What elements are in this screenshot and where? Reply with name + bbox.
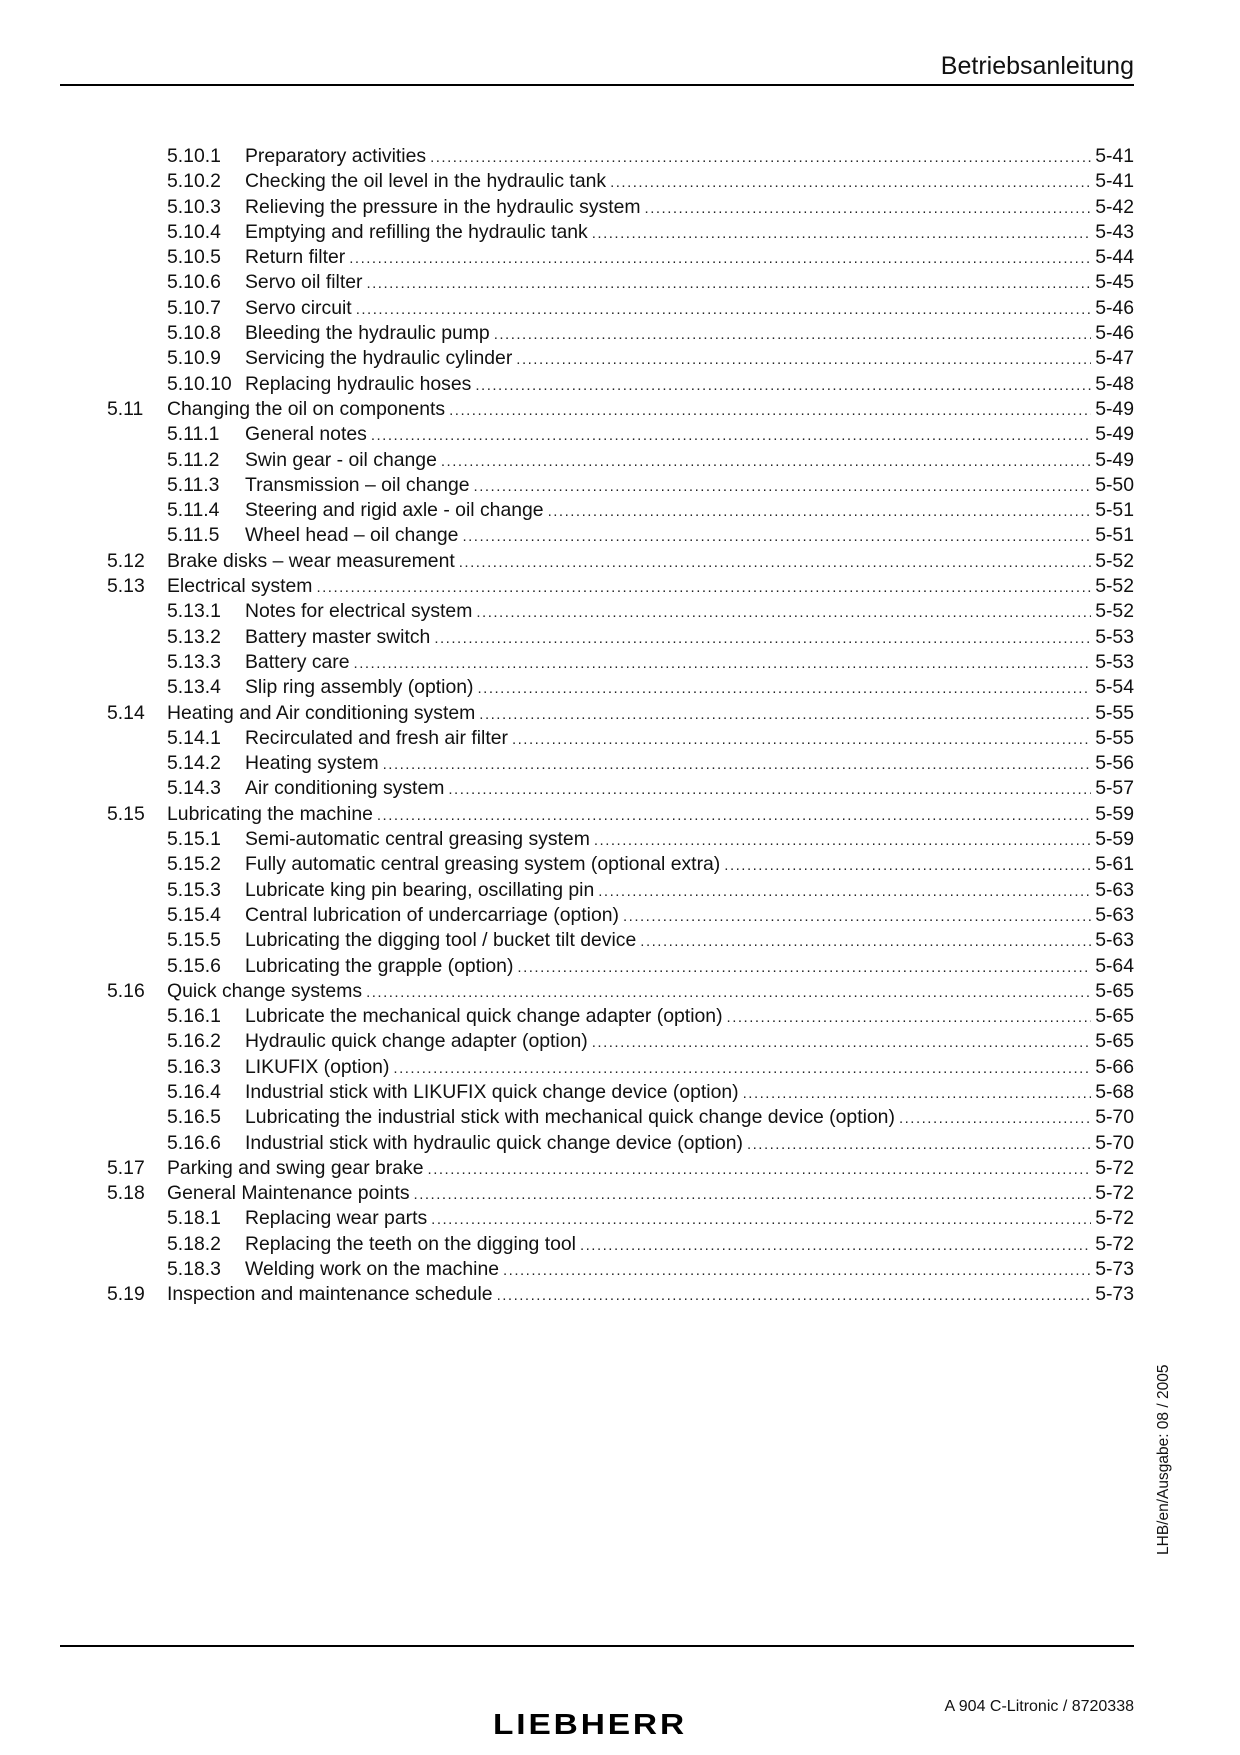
toc-entry[interactable] — [60, 675, 1134, 700]
toc-entry-title: Relieving the pressure in the hydraulic system — [245, 195, 645, 220]
toc-entry-title: General notes — [245, 422, 371, 447]
toc-entry[interactable] — [60, 169, 1134, 194]
dot-leader — [747, 1132, 1091, 1157]
toc-entry-title: Heating system — [245, 751, 383, 776]
toc-entry-line — [245, 448, 1134, 474]
toc-entry-title: Battery master switch — [245, 625, 434, 650]
toc-entry-line — [245, 928, 1134, 954]
dot-leader — [431, 1207, 1091, 1232]
toc-entry[interactable] — [60, 599, 1134, 624]
toc-entry-number: 5.10.4 — [167, 220, 221, 243]
toc-entry-line — [245, 498, 1134, 524]
toc-entry-title: Industrial stick with hydraulic quick change device (option) — [245, 1131, 747, 1156]
toc-entry[interactable] — [60, 422, 1134, 447]
toc-entry-number: 5.10.5 — [167, 246, 221, 269]
toc-entry-line — [245, 1029, 1134, 1055]
toc-entry-title: Swin gear - oil change — [245, 448, 441, 473]
dot-leader — [594, 828, 1091, 853]
toc-entry-number: 5.16.2 — [167, 1030, 221, 1053]
dot-leader — [724, 853, 1091, 878]
toc-entry-number: 5.10.1 — [167, 145, 221, 167]
toc-entry[interactable] — [60, 574, 1134, 599]
toc-entry-line — [245, 903, 1134, 929]
toc-entry-page: 5-54 — [1091, 675, 1134, 700]
toc-entry-line — [245, 270, 1134, 296]
toc-entry-title: Servicing the hydraulic cylinder — [245, 346, 516, 371]
toc-entry-page: 5-68 — [1091, 1080, 1134, 1105]
toc-entry-page: 5-59 — [1091, 827, 1134, 852]
toc-entry-title: Air conditioning system — [245, 776, 448, 801]
toc-entry[interactable] — [60, 397, 1134, 422]
toc-entry-number: 5.15.5 — [167, 929, 221, 952]
toc-entry-title: Inspection and maintenance schedule — [167, 1282, 497, 1307]
toc-entry-line — [245, 1131, 1134, 1157]
toc-entry-number: 5.13.4 — [167, 676, 221, 699]
toc-entry-number: 5.11.2 — [167, 448, 220, 471]
toc-entry[interactable] — [60, 473, 1134, 498]
toc-entry-page: 5-50 — [1091, 473, 1134, 498]
toc-entry-page: 5-65 — [1091, 979, 1134, 1004]
dot-leader — [727, 1005, 1092, 1030]
toc-entry-line — [245, 245, 1134, 271]
toc-entry-page: 5-43 — [1091, 220, 1134, 245]
toc-entry-page: 5-59 — [1091, 802, 1134, 827]
toc-entry-line — [245, 599, 1134, 625]
dot-leader — [580, 1233, 1091, 1258]
dot-leader — [414, 1182, 1092, 1207]
dot-leader — [428, 1157, 1092, 1182]
toc-entry[interactable] — [60, 296, 1134, 321]
toc-entry-number: 5.11.5 — [167, 524, 220, 547]
toc-entry-number: 5.10.6 — [167, 271, 221, 294]
toc-entry-page: 5-55 — [1091, 726, 1134, 751]
toc-entry-number: 5.15.6 — [167, 954, 221, 977]
dot-leader — [592, 1030, 1091, 1055]
toc-entry-number: 5.10.7 — [167, 296, 221, 319]
toc-entry-page: 5-42 — [1091, 195, 1134, 220]
dot-leader — [474, 474, 1092, 499]
toc-entry-number: 5.18.1 — [167, 1207, 221, 1230]
dot-leader — [516, 347, 1091, 372]
toc-entry[interactable] — [60, 726, 1134, 751]
toc-entry-line — [245, 372, 1134, 398]
toc-entry-title: Battery care — [245, 650, 354, 675]
toc-entry-title: Welding work on the machine — [245, 1257, 503, 1282]
toc-entry-line — [245, 751, 1134, 777]
toc-entry[interactable] — [60, 270, 1134, 295]
toc-entry-line — [245, 650, 1134, 676]
toc-entry-title: Notes for electrical system — [245, 599, 476, 624]
toc-entry-page: 5-47 — [1091, 346, 1134, 371]
toc-entry-page: 5-44 — [1091, 245, 1134, 270]
toc-entry-number: 5.16.1 — [167, 1005, 221, 1028]
toc-entry-page: 5-46 — [1091, 321, 1134, 346]
toc-entry[interactable] — [60, 625, 1134, 650]
toc-entry-number: 5.17 — [107, 1156, 145, 1179]
toc-entry-title: Central lubrication of undercarriage (option) — [245, 903, 623, 928]
toc-entry[interactable] — [60, 878, 1134, 903]
dot-leader — [623, 904, 1091, 929]
toc-entry[interactable] — [60, 776, 1134, 801]
toc-entry-line — [245, 1257, 1134, 1283]
dot-leader — [448, 777, 1091, 802]
toc-entry-title: Changing the oil on components — [167, 397, 449, 422]
toc-entry-title: Emptying and refilling the hydraulic tank — [245, 220, 592, 245]
toc-entry-page: 5-57 — [1091, 776, 1134, 801]
dot-leader — [354, 651, 1092, 676]
toc-entry[interactable] — [60, 1080, 1134, 1105]
toc-entry-page: 5-66 — [1091, 1055, 1134, 1080]
toc-entry-title: Lubricate the mechanical quick change adapter (option) — [245, 1004, 727, 1029]
toc-entry-page: 5-73 — [1091, 1257, 1134, 1282]
dot-leader — [430, 145, 1091, 170]
toc-entry-title: Heating and Air conditioning system — [167, 701, 479, 726]
toc-entry[interactable] — [60, 498, 1134, 523]
toc-entry-number: 5.19 — [107, 1283, 145, 1306]
toc-entry-title: Preparatory activities — [245, 144, 430, 169]
dot-leader — [356, 297, 1092, 322]
toc-entry-line — [245, 144, 1134, 170]
toc-entry-page: 5-72 — [1091, 1232, 1134, 1257]
dot-leader — [899, 1106, 1091, 1131]
toc-entry-line — [245, 346, 1134, 372]
toc-entry-page: 5-72 — [1091, 1206, 1134, 1231]
logo-wordmark: LIEBHERR — [493, 1709, 687, 1739]
toc-entry-number: 5.15 — [107, 802, 145, 825]
toc-entry-page: 5-56 — [1091, 751, 1134, 776]
toc-entry-number: 5.13.3 — [167, 650, 221, 673]
toc-entry-page: 5-72 — [1091, 1156, 1134, 1181]
toc-entry-line — [245, 220, 1134, 246]
toc-entry[interactable] — [60, 245, 1134, 270]
toc-entry-line — [167, 979, 1134, 1005]
toc-entry-line — [245, 625, 1134, 651]
dot-leader — [497, 1283, 1092, 1308]
toc-entry-page: 5-49 — [1091, 422, 1134, 447]
toc-entry-title: Return filter — [245, 245, 349, 270]
dot-leader — [371, 423, 1091, 448]
toc-entry[interactable] — [60, 650, 1134, 675]
toc-entry-page: 5-55 — [1091, 701, 1134, 726]
toc-entry-title: Bleeding the hydraulic pump — [245, 321, 494, 346]
toc-entry[interactable] — [60, 1004, 1134, 1029]
toc-entry-line — [245, 852, 1134, 878]
toc-entry-line — [167, 397, 1134, 423]
toc-entry-number: 5.15.4 — [167, 903, 221, 926]
toc-entry-line — [245, 675, 1134, 701]
toc-entry-number: 5.12 — [107, 549, 145, 572]
dot-leader — [462, 524, 1091, 549]
toc-entry-title: Lubricating the grapple (option) — [245, 954, 517, 979]
toc-entry-page: 5-51 — [1091, 498, 1134, 523]
toc-entry-title: LIKUFIX (option) — [245, 1055, 393, 1080]
toc-entry-page: 5-70 — [1091, 1131, 1134, 1156]
toc-entry-page: 5-63 — [1091, 878, 1134, 903]
toc-entry-line — [167, 574, 1134, 600]
toc-entry-page: 5-52 — [1091, 549, 1134, 574]
toc-entry-number: 5.15.3 — [167, 878, 221, 901]
toc-entry[interactable] — [60, 701, 1134, 726]
toc-entry-page: 5-53 — [1091, 650, 1134, 675]
toc-entry-page: 5-52 — [1091, 599, 1134, 624]
toc-entry[interactable] — [60, 195, 1134, 220]
toc-entry-line — [167, 701, 1134, 727]
toc-entry-page: 5-63 — [1091, 928, 1134, 953]
toc-entry-number: 5.16.3 — [167, 1055, 221, 1078]
toc-entry-page: 5-49 — [1091, 448, 1134, 473]
dot-leader — [512, 727, 1091, 752]
toc-entry-title: Slip ring assembly (option) — [245, 675, 477, 700]
dot-leader — [548, 499, 1092, 524]
document-number: A 904 C-Litronic / 8720338 — [944, 1698, 1134, 1715]
toc-entry-page: 5-41 — [1091, 144, 1134, 169]
dot-leader — [366, 980, 1091, 1005]
toc-entry-number: 5.13.2 — [167, 625, 221, 648]
toc-entry-number: 5.10.10 — [167, 372, 232, 395]
toc-entry-number: 5.18.2 — [167, 1232, 221, 1255]
dot-leader — [366, 271, 1091, 296]
toc-entry-line — [245, 954, 1134, 980]
dot-leader — [645, 196, 1092, 221]
dot-leader — [316, 575, 1091, 600]
toc-entry-page: 5-63 — [1091, 903, 1134, 928]
toc-entry[interactable] — [60, 827, 1134, 852]
toc-entry-title: Electrical system — [167, 574, 316, 599]
toc-entry-number: 5.13 — [107, 575, 145, 598]
toc-entry[interactable] — [60, 1232, 1134, 1257]
toc-entry[interactable] — [60, 954, 1134, 979]
toc-entry-number: 5.10.8 — [167, 322, 221, 345]
toc-entry-title: Lubricating the industrial stick with mechanical quick change device (option) — [245, 1105, 899, 1130]
toc-entry-line — [167, 1181, 1134, 1207]
dot-leader — [610, 170, 1091, 195]
toc-entry-number: 5.16.4 — [167, 1080, 221, 1103]
toc-entry-line — [245, 878, 1134, 904]
dot-leader — [377, 803, 1091, 828]
toc-entry-title: Semi-automatic central greasing system — [245, 827, 594, 852]
liebherr-logo — [490, 1709, 690, 1739]
toc-entry-number: 5.18 — [107, 1182, 145, 1205]
toc-entry[interactable] — [60, 1257, 1134, 1282]
toc-entry-number: 5.16.5 — [167, 1106, 221, 1129]
toc-entry-page: 5-45 — [1091, 270, 1134, 295]
toc-entry-title: Parking and swing gear brake — [167, 1156, 428, 1181]
toc-entry[interactable] — [60, 523, 1134, 548]
toc-entry-title: Checking the oil level in the hydraulic tank — [245, 169, 610, 194]
toc-entry-number: 5.16.6 — [167, 1131, 221, 1154]
dot-leader — [459, 550, 1091, 575]
toc-entry-page: 5-51 — [1091, 523, 1134, 548]
toc-entry[interactable] — [60, 1029, 1134, 1054]
toc-entry-page: 5-53 — [1091, 625, 1134, 650]
dot-leader — [475, 373, 1091, 398]
toc-entry-number: 5.16 — [107, 979, 145, 1002]
toc-entry-line — [167, 1156, 1134, 1182]
toc-entry-title: Quick change systems — [167, 979, 366, 1004]
toc-entry-title: Replacing hydraulic hoses — [245, 372, 475, 397]
toc-entry-page: 5-52 — [1091, 574, 1134, 599]
toc-entry[interactable] — [60, 448, 1134, 473]
dot-leader — [743, 1081, 1092, 1106]
toc-entry[interactable] — [60, 1282, 1134, 1307]
edition-note: LHB/en/Ausgabe: 08 / 2005 — [1155, 1364, 1172, 1555]
dot-leader — [592, 221, 1091, 246]
toc-entry-title: Transmission – oil change — [245, 473, 474, 498]
toc-entry-line — [245, 1080, 1134, 1106]
toc-entry-number: 5.10.2 — [167, 170, 221, 193]
dot-leader — [434, 626, 1091, 651]
dot-leader — [393, 1056, 1091, 1081]
toc-entry-title: Servo oil filter — [245, 270, 366, 295]
toc-entry-title: Fully automatic central greasing system (optional extra) — [245, 852, 724, 877]
toc-entry-number: 5.10.9 — [167, 347, 221, 370]
dot-leader — [494, 322, 1091, 347]
toc-entry-line — [167, 1282, 1134, 1308]
toc-entry[interactable] — [60, 903, 1134, 928]
dot-leader — [349, 246, 1091, 271]
toc-entry-number: 5.14 — [107, 701, 145, 724]
toc-entry[interactable] — [60, 1131, 1134, 1156]
toc-entry-line — [245, 1206, 1134, 1232]
toc-entry-number: 5.14.1 — [167, 726, 221, 749]
header-rule — [60, 84, 1134, 86]
toc-entry-number: 5.11 — [107, 397, 144, 420]
toc-entry-page: 5-73 — [1091, 1282, 1134, 1307]
toc-entry-line — [245, 296, 1134, 322]
toc-entry[interactable] — [60, 1181, 1134, 1206]
toc-entry[interactable] — [60, 549, 1134, 574]
toc-entry-line — [245, 1055, 1134, 1081]
toc-entry-number: 5.11.4 — [167, 499, 220, 522]
toc-entry-title: Servo circuit — [245, 296, 356, 321]
toc-entry-number: 5.11.1 — [167, 423, 220, 446]
toc-entry-title: Steering and rigid axle - oil change — [245, 498, 548, 523]
toc-entry[interactable] — [60, 852, 1134, 877]
dot-leader — [598, 879, 1091, 904]
toc-entry-line — [245, 195, 1134, 221]
dot-leader — [477, 676, 1091, 701]
toc-entry-title: Lubricating the digging tool / bucket tilt device — [245, 928, 640, 953]
toc-entry-page: 5-46 — [1091, 296, 1134, 321]
toc-entry-title: Lubricating the machine — [167, 802, 377, 827]
toc-entry[interactable] — [60, 346, 1134, 371]
toc-entry-page: 5-65 — [1091, 1029, 1134, 1054]
dot-leader — [503, 1258, 1091, 1283]
dot-leader — [441, 449, 1091, 474]
toc-entry-line — [245, 321, 1134, 347]
toc-entry-page: 5-49 — [1091, 397, 1134, 422]
toc-entry-line — [245, 1232, 1134, 1258]
toc-entry[interactable] — [60, 220, 1134, 245]
dot-leader — [640, 929, 1091, 954]
toc-entry[interactable] — [60, 1206, 1134, 1231]
toc-entry-page: 5-65 — [1091, 1004, 1134, 1029]
toc-entry-title: Lubricate king pin bearing, oscillating pin — [245, 878, 598, 903]
toc-entry-line — [245, 1105, 1134, 1131]
toc-entry-line — [167, 802, 1134, 828]
page-header-title: Betriebsanleitung — [940, 52, 1134, 80]
toc-entry-line — [245, 1004, 1134, 1030]
toc-entry-number: 5.15.1 — [167, 828, 221, 851]
dot-leader — [476, 600, 1091, 625]
dot-leader — [479, 702, 1091, 727]
toc-entry-number: 5.14.3 — [167, 777, 221, 800]
toc-entry-title: General Maintenance points — [167, 1181, 414, 1206]
toc-entry-page: 5-61 — [1091, 852, 1134, 877]
toc-entry-line — [167, 549, 1134, 575]
toc-entry-line — [245, 827, 1134, 853]
toc-entry-number: 5.18.3 — [167, 1258, 221, 1281]
toc-entry-number: 5.13.1 — [167, 600, 221, 623]
toc-entry-page: 5-72 — [1091, 1181, 1134, 1206]
toc-entry[interactable] — [60, 321, 1134, 346]
toc-entry-page: 5-64 — [1091, 954, 1134, 979]
toc-entry-title: Brake disks – wear measurement — [167, 549, 459, 574]
table-of-contents — [60, 144, 1134, 1308]
toc-entry-title: Recirculated and fresh air filter — [245, 726, 512, 751]
toc-entry-number: 5.14.2 — [167, 752, 221, 775]
toc-entry-title: Replacing wear parts — [245, 1206, 431, 1231]
toc-entry[interactable] — [60, 1105, 1134, 1130]
toc-entry[interactable] — [60, 802, 1134, 827]
toc-entry-page: 5-70 — [1091, 1105, 1134, 1130]
toc-entry-line — [245, 473, 1134, 499]
toc-entry[interactable] — [60, 144, 1134, 169]
toc-entry-title: Replacing the teeth on the digging tool — [245, 1232, 580, 1257]
toc-entry-line — [245, 726, 1134, 752]
toc-entry[interactable] — [60, 928, 1134, 953]
toc-entry-page: 5-48 — [1091, 372, 1134, 397]
toc-entry[interactable] — [60, 751, 1134, 776]
toc-entry-number: 5.10.3 — [167, 195, 221, 218]
toc-entry[interactable] — [60, 979, 1134, 1004]
toc-entry-title: Wheel head – oil change — [245, 523, 462, 548]
toc-entry-title: Hydraulic quick change adapter (option) — [245, 1029, 592, 1054]
toc-entry-title: Industrial stick with LIKUFIX quick change device (option) — [245, 1080, 743, 1105]
toc-entry[interactable] — [60, 1156, 1134, 1181]
toc-entry-line — [245, 422, 1134, 448]
toc-entry-number: 5.15.2 — [167, 853, 221, 876]
dot-leader — [449, 398, 1091, 423]
dot-leader — [517, 955, 1091, 980]
toc-entry-page: 5-41 — [1091, 169, 1134, 194]
toc-entry-line — [245, 776, 1134, 802]
dot-leader — [383, 752, 1092, 777]
toc-entry[interactable] — [60, 1055, 1134, 1080]
toc-entry-line — [245, 523, 1134, 549]
toc-entry-line — [245, 169, 1134, 195]
toc-entry-number: 5.11.3 — [167, 473, 220, 496]
footer-rule — [60, 1645, 1134, 1647]
toc-entry[interactable] — [60, 372, 1134, 397]
